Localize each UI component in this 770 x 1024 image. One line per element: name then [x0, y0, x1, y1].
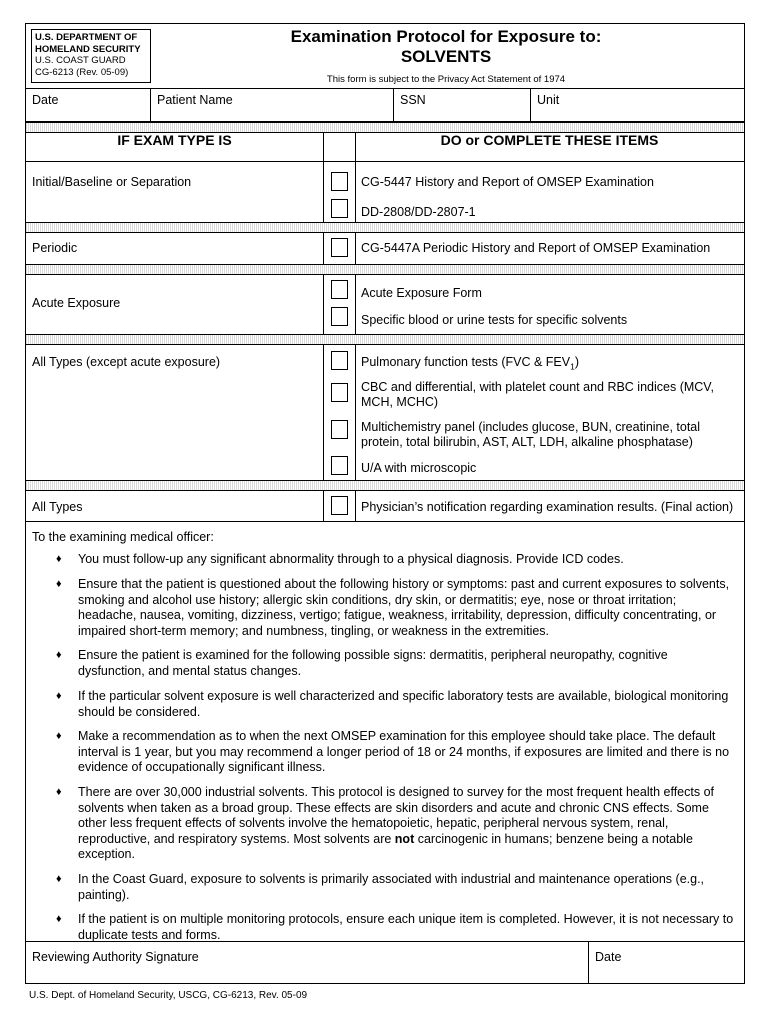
- unit-field[interactable]: [530, 89, 744, 121]
- bullet-diamond: ♦: [56, 553, 62, 565]
- form-header: [26, 24, 744, 89]
- table-bottom-rule: [26, 521, 744, 522]
- form-title: [216, 27, 676, 67]
- item-cbc-line-2: MCH, MCHC): [361, 395, 439, 409]
- item-multichem-line-1: Multichemistry panel (includes glucose, BUN, creatinine, total: [361, 420, 701, 434]
- instruction-6-not-emphasis: not: [394, 831, 415, 846]
- item-cg5447a: CG-5447A Periodic History and Report of OMSEP Examination: [361, 241, 711, 255]
- item-specific-tests: Specific blood or urine tests for specific solvents: [361, 313, 628, 327]
- ssn-label: SSN: [400, 93, 426, 107]
- form-number: CG-6213 (Rev. 05-09): [35, 66, 129, 78]
- item-multichem: [361, 420, 700, 450]
- checkbox-cbc[interactable]: [331, 383, 348, 402]
- date-field[interactable]: [26, 89, 150, 121]
- checkbox-cg5447a[interactable]: [331, 238, 348, 257]
- bullet-diamond: ♦: [56, 578, 62, 590]
- instruction-3-line-1: Ensure the patient is examined for the following possible signs: dermatitis, peripheral neuropathy, cognitive: [78, 648, 668, 662]
- checkbox-pft[interactable]: [331, 351, 348, 370]
- instruction-7-line-1: In the Coast Guard, exposure to solvents is primarily associated with industrial and maintenance operations (e.g.,: [78, 872, 705, 886]
- bullet-diamond: ♦: [56, 873, 62, 885]
- instruction-6-line-4: [78, 832, 743, 848]
- item-pft-sub: 1: [570, 361, 575, 372]
- instruction-2-line-3: headache, nausea, vomiting, dizziness, vertigo; fatigue, weakness, irritability, depression, difficulty concentrating, or: [78, 608, 717, 622]
- item-pft-text: Pulmonary function tests (FVC & FEV: [361, 355, 571, 369]
- checkbox-cg5447[interactable]: [331, 172, 348, 191]
- signature-date-label: Date: [595, 950, 622, 964]
- patient-name-label: Patient Name: [157, 93, 233, 107]
- instruction-5-line-2: interval is 1 year, but you may recommend a longer period of 18 or 24 months, if exposures are limited and there is no: [78, 744, 730, 759]
- instruction-6-line-4-post: carcinogenic in humans; benzene being a notable: [414, 831, 693, 846]
- ssn-field[interactable]: [393, 89, 530, 121]
- row-all-label: All Types: [32, 500, 83, 514]
- row-initial-label: Initial/Baseline or Separation: [32, 175, 192, 189]
- item-acute-form: Acute Exposure Form: [361, 286, 482, 300]
- form-footer: U.S. Dept. of Homeland Security, USCG, CG-6213, Rev. 05-09: [29, 990, 308, 1001]
- column-divider-1: [323, 132, 324, 521]
- reviewing-signature-field[interactable]: [26, 942, 588, 983]
- shaded-divider: [26, 222, 744, 233]
- col-head-exam-type: IF EXAM TYPE IS: [117, 132, 232, 148]
- instruction-7: [78, 872, 743, 903]
- instruction-2-line-4: impaired short-term memory; and numbness, tingling, or weakness in the extremities.: [78, 623, 550, 638]
- instruction-6-line-3: other less frequent effects of solvents involve the hematopoietic, hepatic, peripheral nervous system, renal,: [78, 816, 669, 830]
- instruction-8-line-2: duplicate tests and forms.: [78, 927, 221, 942]
- reviewing-signature-label: Reviewing Authority Signature: [32, 950, 199, 964]
- col-head-items: DO or COMPLETE THESE ITEMS: [440, 132, 659, 148]
- instruction-6-line-2: solvents when taken as a broad group. These effects are skin disorders and acute and chronic CNS effects. Some: [78, 800, 709, 815]
- checkbox-ua[interactable]: [331, 456, 348, 475]
- title-line-2: SOLVENTS: [400, 47, 492, 66]
- instruction-8: [78, 912, 743, 943]
- bullet-diamond: ♦: [56, 690, 62, 702]
- unit-label: Unit: [537, 93, 560, 107]
- instruction-6: [78, 785, 743, 863]
- shaded-divider: [26, 480, 744, 491]
- bullet-diamond: ♦: [56, 730, 62, 742]
- privacy-note: This form is subject to the Privacy Act Statement of 1974: [326, 74, 566, 85]
- date-field-label: Date: [32, 93, 59, 107]
- signature-row: [26, 941, 744, 983]
- checkbox-dd2808[interactable]: [331, 199, 348, 218]
- item-cbc: [361, 380, 714, 410]
- exam-protocol-form: [25, 23, 745, 984]
- checkbox-acute-form[interactable]: [331, 280, 348, 299]
- instruction-6-line-1: There are over 30,000 industrial solvents. This protocol is designed to survey for the most frequent health effects of: [78, 785, 714, 799]
- signature-date-field[interactable]: [588, 942, 744, 983]
- bullet-diamond: ♦: [56, 649, 62, 661]
- title-line-1: Examination Protocol for Exposure to:: [290, 27, 602, 46]
- instruction-5-line-1: Make a recommendation as to when the next OMSEP examination for this employee should take place. The default: [78, 729, 716, 743]
- department-block: [31, 29, 151, 83]
- dept-line-3: U.S. COAST GUARD: [35, 55, 126, 66]
- instruction-2-line-1: Ensure that the patient is questioned about the following history or symptoms: past and current exposures to solvents,: [78, 577, 730, 591]
- bullet-diamond: ♦: [56, 786, 62, 798]
- shaded-divider: [26, 334, 744, 345]
- item-pft: [361, 355, 579, 375]
- dept-line-1: U.S. DEPARTMENT OF: [35, 32, 138, 43]
- instruction-5-line-3: evidence of occupationally significant illness.: [78, 760, 326, 774]
- instruction-4-line-1: If the particular solvent exposure is well characterized and specific laboratory tests are available, biological monitoring: [78, 689, 729, 703]
- instruction-1-line-1: You must follow-up any significant abnormality through to a physical diagnosis. Provide ICD codes.: [78, 552, 624, 566]
- checkbox-multichem[interactable]: [331, 420, 348, 439]
- instruction-7-line-2: painting).: [78, 887, 130, 902]
- bullet-diamond: ♦: [56, 913, 62, 925]
- row-periodic-label: Periodic: [32, 241, 78, 255]
- header-rule: [26, 161, 744, 162]
- item-multichem-line-2: protein, total bilirubin, AST, ALT, LDH, alkaline phosphatase): [361, 435, 693, 449]
- checkbox-notification[interactable]: [331, 496, 348, 515]
- shaded-divider: [26, 264, 744, 275]
- item-cbc-line-1: CBC and differential, with platelet count and RBC indices (MCV,: [361, 380, 714, 394]
- instruction-5: [78, 729, 743, 776]
- patient-id-row: [26, 88, 744, 122]
- instruction-2-line-2: smoking and alcohol use history; allergic skin conditions, dry skin, or dermatitis; eye, nose or throat irritation;: [78, 592, 677, 607]
- item-notification: Physician’s notification regarding examination results. (Final action): [361, 500, 734, 514]
- item-dd2808: DD-2808/DD-2807-1: [361, 205, 476, 219]
- row-all-except-label: All Types (except acute exposure): [32, 355, 221, 369]
- checkbox-specific-tests[interactable]: [331, 307, 348, 326]
- instruction-1: [78, 552, 743, 568]
- instruction-8-line-1: If the patient is on multiple monitoring protocols, ensure each unique item is completed. However, it is not necessary to: [78, 912, 734, 926]
- item-ua: U/A with microscopic: [361, 461, 477, 475]
- instruction-6-line-5: exception.: [78, 847, 135, 861]
- row-acute-label: Acute Exposure: [32, 296, 121, 310]
- instruction-4: [78, 689, 743, 720]
- instruction-2: [78, 577, 743, 639]
- instruction-4-line-2: should be considered.: [78, 704, 201, 719]
- instruction-3: [78, 648, 743, 679]
- column-divider-2: [355, 132, 356, 521]
- dept-line-2: HOMELAND SECURITY: [35, 43, 141, 55]
- item-cg5447: CG-5447 History and Report of OMSEP Examination: [361, 175, 654, 189]
- item-pft-close: ): [574, 355, 580, 369]
- instructions-intro: To the examining medical officer:: [32, 530, 214, 544]
- patient-name-field[interactable]: [150, 89, 393, 121]
- instruction-6-line-4-pre: reproductive, and respiratory systems. Most solvents are: [78, 831, 395, 846]
- instruction-3-line-2: dysfunction, and mental status changes.: [78, 663, 302, 678]
